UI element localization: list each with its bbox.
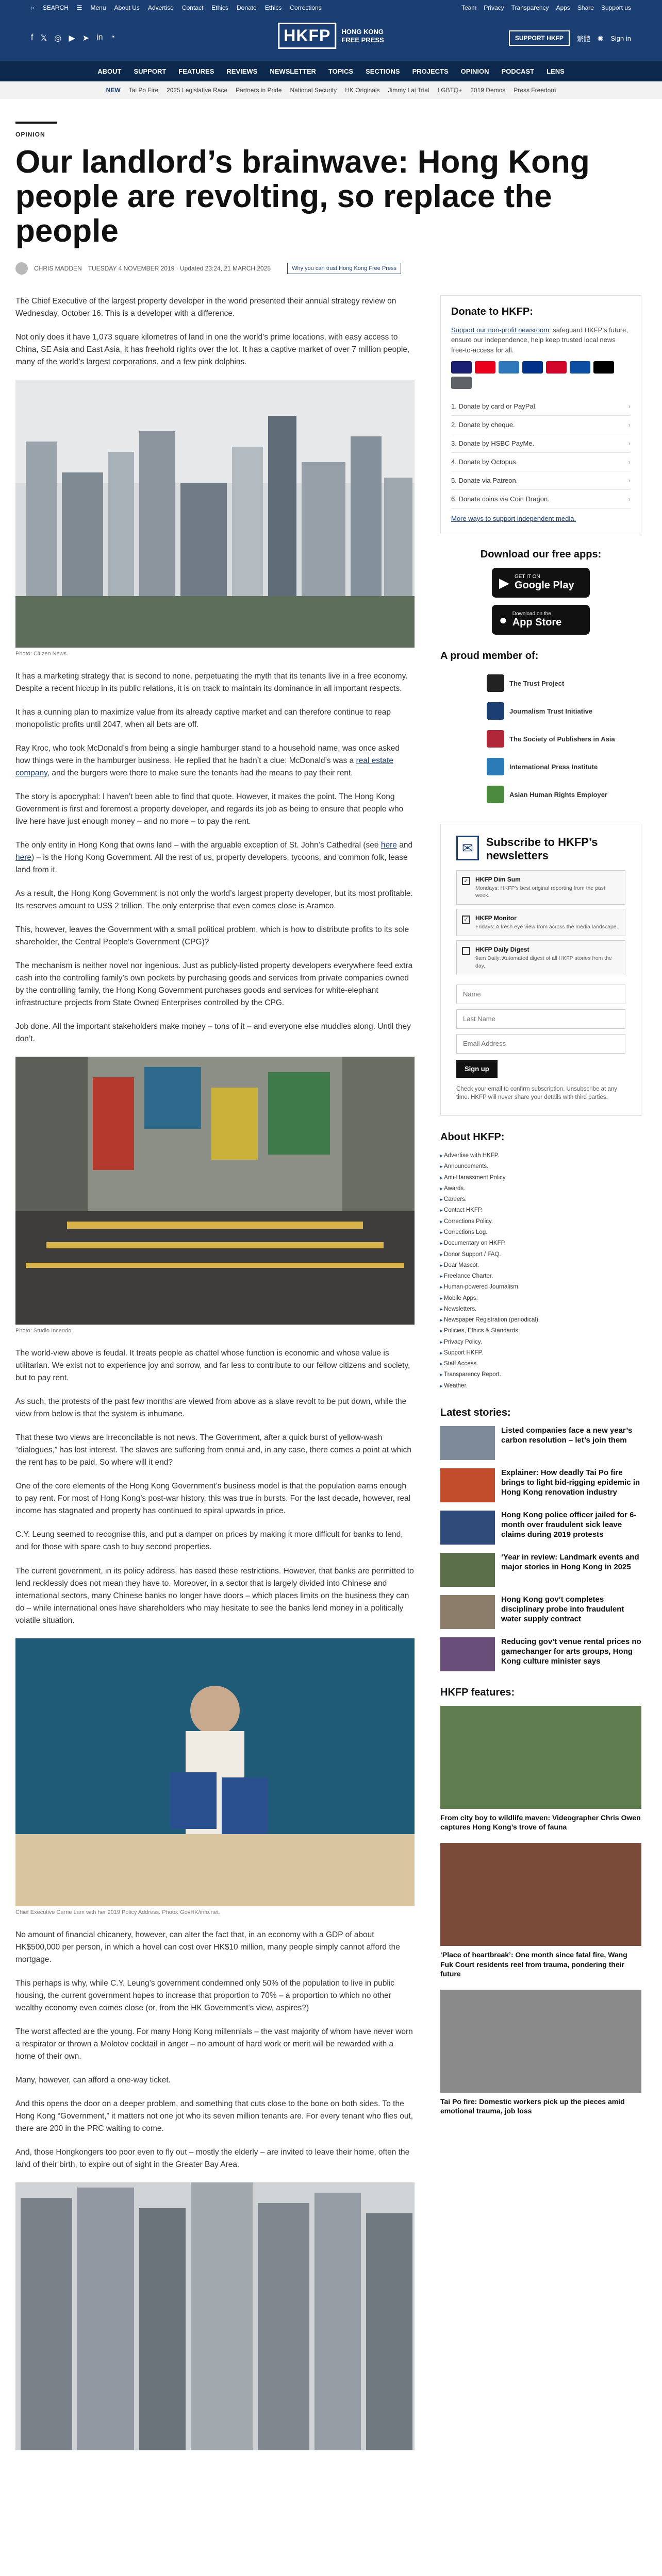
topbar-link[interactable]: Team xyxy=(461,4,477,11)
story-item[interactable] xyxy=(440,1637,641,1671)
apps-widget xyxy=(440,549,641,635)
option-desc: Fridays: A fresh eye view from across the media landscape. xyxy=(475,924,618,930)
topbar-link[interactable]: Support us xyxy=(601,4,631,11)
story-item[interactable] xyxy=(440,1426,641,1460)
newsletter-header xyxy=(456,836,625,862)
apple-icon: ● xyxy=(499,612,507,628)
story-thumbnail xyxy=(440,1637,495,1671)
checkbox[interactable] xyxy=(462,947,470,955)
paypal-icon xyxy=(522,361,543,374)
signup-button[interactable]: Sign up xyxy=(456,1060,498,1078)
mastercard-icon xyxy=(475,361,495,374)
app-store-button[interactable] xyxy=(492,605,590,635)
feature-image xyxy=(440,1706,641,1809)
text-span: The only entity in Hong Kong that owns land – with the arguable exception of St. John’s Cathedral (see xyxy=(15,841,381,850)
author-avatar xyxy=(15,262,28,275)
widget-title: About HKFP: xyxy=(440,1131,505,1143)
trust-link[interactable]: Why you can trust Hong Kong Free Press xyxy=(287,263,401,274)
trending-link[interactable]: National Security xyxy=(290,87,337,94)
feature-image xyxy=(440,1843,641,1946)
newsletter-option[interactable] xyxy=(456,940,625,975)
amex-icon xyxy=(499,361,519,374)
story-title: ‘Year in review: Landmark events and major stories in Hong Kong in 2025 xyxy=(501,1553,639,1571)
inline-link[interactable]: here xyxy=(380,841,397,850)
story-item[interactable] xyxy=(440,1511,641,1545)
trending-link[interactable]: Partners in Pride xyxy=(236,87,282,94)
rss-icon[interactable]: ◔ xyxy=(110,33,115,42)
donate-option-label: 6. Donate coins via Coin Dragon. xyxy=(451,495,550,503)
newsletter-title: Subscribe to HKFP’s newsletters xyxy=(486,836,598,862)
trending-link[interactable]: Tai Po Fire xyxy=(128,87,159,94)
feature-title: Tai Po fire: Domestic workers pick up the pieces amid emotional trauma, job loss xyxy=(440,2097,625,2115)
latest-stories-widget xyxy=(440,1407,641,1671)
main-nav xyxy=(0,61,662,81)
newsletter-option[interactable] xyxy=(456,909,625,936)
topbar-link[interactable]: Advertise xyxy=(147,4,174,11)
paragraph: The worst affected are the young. For many Hong Kong millennials – the vast majority of whom have never worn a respirator or thrown a Molotov cocktail in anger – no amount of hard work or merit will be rewarded with a home of their own. xyxy=(15,2027,413,2061)
about-link[interactable]: ▸ Documentary on HKFP. xyxy=(440,1238,641,1249)
name-input[interactable] xyxy=(456,985,625,1004)
menu-icon[interactable]: ☰ xyxy=(76,4,82,11)
story-title: Hong Kong gov’t completes disciplinary probe into fraudulent water supply contract xyxy=(501,1595,624,1623)
nav-item[interactable]: PODCAST xyxy=(501,67,535,75)
donate-option-label: 2. Donate by cheque. xyxy=(451,421,515,429)
member-logo xyxy=(487,702,504,720)
text-span: , and the burgers were there to make sure the tenants had the means to pay their rent. xyxy=(47,769,353,778)
member-org[interactable] xyxy=(440,669,641,697)
paragraph: This, however, leaves the Government with a small political problem, which is how to distribute profits to its sole shareholder, the Central People’s Government (CPG)? xyxy=(15,925,409,947)
chevron-right-icon: › xyxy=(628,458,631,466)
story-item[interactable] xyxy=(440,1553,641,1587)
feature-item[interactable] xyxy=(440,1843,641,1978)
article-category[interactable]: OPINION xyxy=(15,131,45,138)
about-link[interactable]: ▸ Human-powered Journalism. xyxy=(440,1282,641,1293)
text-span: : safeguard HKFP’s future, ensure our independence, help keep trusted local news free-to-access for all. xyxy=(451,326,628,354)
new-badge: NEW xyxy=(106,87,121,94)
feature-item[interactable] xyxy=(440,1990,641,2115)
nav-item[interactable]: ABOUT xyxy=(97,67,122,75)
donate-option[interactable] xyxy=(451,397,631,416)
topbar-link[interactable]: Ethics xyxy=(264,4,282,11)
google-play-icon: ▶ xyxy=(499,574,509,590)
paragraph xyxy=(15,742,415,779)
author-name[interactable]: CHRIS MADDEN xyxy=(34,264,82,272)
trending-link[interactable]: Jimmy Lai Trial xyxy=(388,87,429,94)
top-utility-bar xyxy=(0,0,662,15)
option-title: HKFP Daily Digest xyxy=(475,946,529,954)
chevron-right-icon: › xyxy=(628,477,631,485)
about-link[interactable]: ▸ Privacy Policy. xyxy=(440,1337,641,1348)
paragraph: No amount of financial chicanery, however, can alter the fact that, in an economy with a GDP of about HK$500,000 per person, in which a hovel can cost over HK$10 million, many people simply cannot afford the mortgage. xyxy=(15,1930,400,1964)
about-link[interactable]: ▸ Mobile Apps. xyxy=(440,1293,641,1304)
logo-text xyxy=(341,28,384,44)
topbar-link[interactable]: Share xyxy=(577,4,594,11)
member-logo xyxy=(487,674,504,692)
article-title: Our landlord’s brainwave: Hong Kong people are revolting, so replace the people xyxy=(15,144,590,249)
member-org[interactable] xyxy=(440,725,641,753)
donate-option-label: 4. Donate by Octopus. xyxy=(451,458,518,466)
story-title: Reducing gov’t venue rental prices no gamechanger for arts groups, Hong Kong culture minister says xyxy=(501,1637,641,1666)
nav-item[interactable]: SUPPORT xyxy=(134,67,167,75)
donate-widget xyxy=(440,295,641,534)
topbar-link[interactable]: Donate xyxy=(236,4,257,11)
donate-option[interactable] xyxy=(451,453,631,471)
topbar-link[interactable]: Transparency xyxy=(511,4,549,11)
paragraph: One of the core elements of the Hong Kong Government’s business model is that the population earns enough to pay rent. For most of Hong Kong’s post-war history, this was true in bursts. For the last decade, however, real income has stagnated and property has continued to spiral upwards in price. xyxy=(15,1482,411,1516)
about-link[interactable]: ▸ Anti-Harassment Policy. xyxy=(440,1173,641,1183)
about-link[interactable]: ▸ Dear Mascot. xyxy=(440,1260,641,1271)
text-span: Ray Kroc, who took McDonald’s from being a single hamburger stand to a household name, was once asked how things were in the hamburger business. He replied that he hadn’t a clue: McDonald’s was a xyxy=(15,744,400,766)
photo-caption: Photo: Studio Incendo. xyxy=(15,1328,73,1334)
article-photo-housing xyxy=(15,2182,415,2450)
widget-title: Latest stories: xyxy=(440,1407,511,1418)
logo-line: HONG KONG xyxy=(341,27,384,36)
about-link[interactable]: ▸ Careers. xyxy=(440,1194,641,1205)
topbar-link[interactable]: Apps xyxy=(556,4,570,11)
donate-option-label: 1. Donate by card or PayPal. xyxy=(451,402,537,411)
about-link[interactable]: ▸ Transparency Report. xyxy=(440,1369,641,1380)
language-toggle[interactable]: 繁體 xyxy=(576,35,590,43)
option-desc: 9am Daily: Automated digest of all HKFP stories from the day. xyxy=(475,955,612,969)
youtube-icon[interactable]: ▶ xyxy=(69,34,75,43)
member-name: Asian Human Rights Employer xyxy=(509,790,607,799)
photo-caption: Chief Executive Carrie Lam with her 2019 Policy Address. Photo: GovHK/info.net. xyxy=(15,1909,220,1916)
donate-option[interactable] xyxy=(451,490,631,509)
paragraph xyxy=(15,839,415,876)
story-thumbnail xyxy=(440,1595,495,1629)
publish-date: TUESDAY 4 NOVEMBER 2019 · Updated 23:24, 21 MARCH 2025 xyxy=(88,264,271,272)
about-link[interactable]: ▸ Weather. xyxy=(440,1381,641,1392)
member-org[interactable] xyxy=(440,753,641,781)
logo-mark: HKFP xyxy=(278,23,336,49)
topbar-link[interactable]: Ethics xyxy=(211,4,228,11)
store-big: Google Play xyxy=(515,580,574,591)
mail-icon: ✉ xyxy=(456,836,479,860)
nav-item[interactable]: REVIEWS xyxy=(226,67,258,75)
trending-link[interactable]: Press Freedom xyxy=(514,87,556,94)
topbar-link[interactable]: SEARCH xyxy=(42,4,69,11)
content-wrapper xyxy=(15,122,647,2453)
about-link[interactable]: ▸ Newspaper Registration (periodical). xyxy=(440,1315,641,1326)
article-photo-skyline xyxy=(15,380,415,648)
newsletter-option[interactable] xyxy=(456,870,625,905)
option-text xyxy=(475,914,618,930)
paragraph: As such, the protests of the past few months are viewed from above as a slave revolt to be put down, while the view from below is that the system is inhumane. xyxy=(15,1397,407,1419)
story-item[interactable] xyxy=(440,1468,641,1502)
about-link[interactable]: ▸ Newsletters. xyxy=(440,1304,641,1315)
checkbox[interactable]: ✓ xyxy=(462,916,470,924)
signin-link[interactable]: Sign in xyxy=(610,34,631,42)
paragraph: The world-view above is feudal. It treats people as chattel whose function is economic and whose value is utilitarian. We exist not to experience joy and sorrow, and far less to contribute to our fellow citizens and society, but to pay rent. xyxy=(15,1349,410,1383)
nav-item[interactable]: PROJECTS xyxy=(412,67,449,75)
checkbox[interactable]: ✓ xyxy=(462,877,470,885)
member-name: The Trust Project xyxy=(509,679,565,687)
member-logo xyxy=(487,758,504,775)
site-header xyxy=(0,15,662,61)
member-org[interactable] xyxy=(440,781,641,808)
story-item[interactable] xyxy=(440,1595,641,1629)
paragraph: And this opens the door on a deeper problem, and something that cuts close to the bone on both sides. To the Hong Kong “Government,” it matters not one jot who its seven million tenants are. For every tenant who flies out, there are 200 in the PRC waiting to come. xyxy=(15,2099,413,2133)
applepay-icon xyxy=(593,361,614,374)
story-title: Explainer: How deadly Tai Po fire brings to light bid-rigging epidemic in Hong Kong renovation industry xyxy=(501,1468,640,1497)
paragraph: It has a cunning plan to maximize value from its already captive market and can therefore continue to reap monopolistic profits until 2047, when all bets are off. xyxy=(15,707,391,729)
googlepay-icon xyxy=(451,377,472,389)
donate-option[interactable] xyxy=(451,471,631,490)
nav-item[interactable]: SECTIONS xyxy=(366,67,400,75)
about-widget xyxy=(440,1131,641,1392)
text-span: and xyxy=(396,841,413,850)
option-title: HKFP Monitor xyxy=(475,914,517,922)
feature-image xyxy=(440,1990,641,2093)
photo-caption: Photo: Citizen News. xyxy=(15,650,69,657)
feature-title: ‘Place of heartbreak’: One month since fatal fire, Wang Fuk Court residents reel from trauma, pondering their future xyxy=(440,1951,627,1978)
donate-text xyxy=(451,325,631,355)
more-ways-link[interactable]: More ways to support independent media. xyxy=(451,515,576,523)
trending-link[interactable]: LGBTQ+ xyxy=(437,87,462,94)
paragraph: Many, however, can afford a one-way ticket. xyxy=(15,2075,171,2084)
text-span: ) – is the Hong Kong Government. All the rest of us, property developers, tycoons, and common folk, lease land from it. xyxy=(15,853,408,875)
nav-item[interactable]: LENS xyxy=(547,67,565,75)
chevron-right-icon: › xyxy=(628,439,631,448)
inline-link[interactable]: real estate company xyxy=(15,756,393,778)
article-photo-carrie-lam xyxy=(15,1638,415,1906)
paragraph: The mechanism is neither novel nor ingenious. Just as publicly-listed property developers everywhere feed extra cash into the controlling family’s own pockets by purchasing goods and services from private companies owned by the controlling family, the Hong Kong Government purchases goods and services for white-elephant infrastructure projects from State Owned Enterprises controlled by the CPG. xyxy=(15,961,413,1008)
chevron-right-icon: › xyxy=(628,402,631,411)
member-name: Journalism Trust Initiative xyxy=(509,707,593,715)
unionpay-icon xyxy=(546,361,567,374)
feature-title: From city boy to wildlife maven: Videographer Chris Owen captures Hong Kong’s trove of fauna xyxy=(440,1814,641,1832)
paragraph: Job done. All the important stakeholders make money – tons of it – and everyone else muddles along. Until they don’t. xyxy=(15,1022,411,1044)
paragraph: Not only does it have 1,073 square kilometres of land in one the world’s prime locations, with easy access to China, SE Asia and East Asia, it has freehold rights over the lot. It has a captive market of over 7 million people, many of the world’s largest corporations, and a few pink dolphins. xyxy=(15,332,410,366)
donate-link[interactable]: Support our non-profit newsroom xyxy=(451,326,550,334)
user-icon[interactable]: ◉ xyxy=(597,34,604,42)
story-title: Listed companies face a new year’s carbon resolution – let’s join them xyxy=(501,1426,633,1445)
widget-title: Download our free apps: xyxy=(480,549,602,561)
story-thumbnail xyxy=(440,1426,495,1460)
story-thumbnail xyxy=(440,1553,495,1587)
member-logo xyxy=(487,730,504,748)
donate-option[interactable] xyxy=(451,434,631,453)
paragraph: C.Y. Leung seemed to recognise this, and put a damper on prices by making it more difficult for banks to lend, and for those with spare cash to buy second properties. xyxy=(15,1530,403,1552)
about-link[interactable]: ▸ Awards. xyxy=(440,1183,641,1194)
donate-option-label: 3. Donate by HSBC PayMe. xyxy=(451,439,535,448)
widget-title: Donate to HKFP: xyxy=(451,306,533,317)
about-link[interactable]: ▸ Corrections Log. xyxy=(440,1227,641,1238)
byline xyxy=(15,262,647,275)
paragraph: This perhaps is why, while C.Y. Leung’s government condemned only 50% of the population to live in public housing, the current government hopes to increase that proportion to 70% – a proportion to which no other wealthy economy even comes close (or, from the HK Government’s view, aspires?) xyxy=(15,1978,394,2012)
telegram-icon[interactable]: ➤ xyxy=(82,34,90,43)
paragraph: The Chief Executive of the largest property developer in the world presented their annual strategy review on Wednesday, October 16. This is a developer with a difference. xyxy=(15,296,396,318)
store-small: Download on the xyxy=(512,611,551,617)
option-desc: Mondays: HKFP’s best original reporting from the past week. xyxy=(475,885,605,899)
member-name: International Press Institute xyxy=(509,762,598,771)
paragraph: The current government, in its policy address, has eased these restrictions. However, that banks are permitted to lend recklessly does not mean they have to. Moreover, in a sector that is largely divided into Chinese and international sectors, many Chinese banks no longer have doors – which places limits on the business they can do – while international ones have shareholders who may hesitate to see the banks lend money in a politically volatile situation. xyxy=(15,1566,414,1625)
paragraph: It has a marketing strategy that is second to none, perpetuating the myth that its tenants live in a free economy. Despite a recent hiccup in its public relations, it is on track to maintain its dominance in all important respects. xyxy=(15,671,408,693)
about-list xyxy=(440,1150,641,1392)
about-link[interactable]: ▸ Support HKFP. xyxy=(440,1348,641,1359)
chevron-right-icon: › xyxy=(628,495,631,503)
feature-item[interactable] xyxy=(440,1706,641,1832)
support-button[interactable]: SUPPORT HKFP xyxy=(509,30,570,46)
about-link[interactable]: ▸ Corrections Policy. xyxy=(440,1216,641,1227)
story-thumbnail xyxy=(440,1468,495,1502)
trending-link[interactable]: 2025 Legislative Race xyxy=(167,87,228,94)
nav-item[interactable]: OPINION xyxy=(460,67,489,75)
donate-option[interactable] xyxy=(451,416,631,434)
store-big: App Store xyxy=(512,617,562,629)
paragraph: That these two views are irreconcilable is not news. The Government, after a quick burst of yellow-wash “dialogues,” has lost interest. The slaves are suffering from ennui and, in any case, there comes a point at which the rent has to be paid. So where will it end? xyxy=(15,1433,411,1467)
topbar-link[interactable]: Menu xyxy=(90,4,106,11)
donate-option-label: 5. Donate via Patreon. xyxy=(451,477,518,485)
trending-link[interactable]: HK Originals xyxy=(345,87,380,94)
chevron-right-icon: › xyxy=(628,421,631,429)
nav-item[interactable]: TOPICS xyxy=(328,67,354,75)
member-org[interactable] xyxy=(440,697,641,725)
about-link[interactable]: ▸ Advertise with HKFP. xyxy=(440,1150,641,1161)
paragraph: The story is apocryphal: I haven’t been able to find that quote. However, it makes the point. The Hong Kong Government is first and foremost a property developer, and regards its job as being to ensure that people who live here have just enough money – and no more – to pay the rent. xyxy=(15,792,404,826)
facebook-icon[interactable]: f xyxy=(31,33,34,42)
topbar-link[interactable]: Contact xyxy=(181,4,204,11)
site-logo[interactable] xyxy=(278,23,384,49)
membership-widget xyxy=(440,650,641,808)
social-links xyxy=(31,33,115,43)
linkedin-icon[interactable]: in xyxy=(96,33,103,42)
inline-link[interactable]: here xyxy=(15,853,32,862)
instagram-icon[interactable]: ◎ xyxy=(54,34,62,43)
paragraph: And, those Hongkongers too poor even to fly out – mostly the elderly – are invited to leave their home, often the land of their birth, to expire out of sight in the Greater Bay Area. xyxy=(15,2147,410,2169)
logo-line: FREE PRESS xyxy=(341,36,384,44)
about-link[interactable]: ▸ Announcements. xyxy=(440,1161,641,1172)
visa-icon xyxy=(451,361,472,374)
store-small: GET IT ON xyxy=(515,574,540,580)
story-title: Hong Kong police officer jailed for 6-month over fraudulent sick leave claims during 2019 protests xyxy=(501,1511,637,1539)
nav-item[interactable]: FEATURES xyxy=(178,67,214,75)
topbar-link[interactable]: About Us xyxy=(114,4,140,11)
store-label xyxy=(515,574,574,591)
option-text xyxy=(475,946,620,969)
option-title: HKFP Dim Sum xyxy=(475,875,521,883)
about-link[interactable]: ▸ Policies, Ethics & Standards. xyxy=(440,1326,641,1336)
article-photo-protest xyxy=(15,1057,415,1325)
nav-item[interactable]: NEWSLETTER xyxy=(270,67,316,75)
trending-bar xyxy=(0,81,662,99)
newsletter-widget xyxy=(440,824,641,1116)
option-text xyxy=(475,876,620,899)
features-widget xyxy=(440,1687,641,2115)
about-link[interactable]: ▸ Freelance Charter. xyxy=(440,1271,641,1282)
twitter-icon[interactable]: 𝕏 xyxy=(40,34,47,43)
member-name: The Society of Publishers in Asia xyxy=(509,735,615,743)
jcb-icon xyxy=(570,361,590,374)
store-label xyxy=(512,611,562,629)
paragraph: As a result, the Hong Kong Government is not only the world’s largest property developer, but its most profitable. Its reserves amount to US$ 2 trillion. The only enterprise that even comes close is Aramco. xyxy=(15,889,413,911)
newsletter-note: Check your email to confirm subscription. Unsubscribe at any time. HKFP will never share your details with third parties. xyxy=(456,1086,617,1101)
widget-title: A proud member of: xyxy=(440,650,539,662)
last-name-input[interactable] xyxy=(456,1009,625,1029)
google-play-button[interactable] xyxy=(492,568,590,598)
search-icon[interactable]: ⌕ xyxy=(31,4,35,11)
member-logo xyxy=(487,786,504,803)
about-link[interactable]: ▸ Contact HKFP. xyxy=(440,1205,641,1216)
topbar-link[interactable]: Corrections xyxy=(290,4,322,11)
story-thumbnail xyxy=(440,1511,495,1545)
article-body xyxy=(15,295,415,2453)
sidebar xyxy=(440,295,641,2453)
divider xyxy=(15,122,57,124)
topbar-link[interactable]: Privacy xyxy=(484,4,504,11)
about-link[interactable]: ▸ Staff Access. xyxy=(440,1359,641,1369)
widget-title: HKFP features: xyxy=(440,1687,515,1698)
payment-icons xyxy=(451,361,631,389)
trending-link[interactable]: 2019 Demos xyxy=(470,87,506,94)
about-link[interactable]: ▸ Donor Support / FAQ. xyxy=(440,1249,641,1260)
email-input[interactable] xyxy=(456,1034,625,1054)
